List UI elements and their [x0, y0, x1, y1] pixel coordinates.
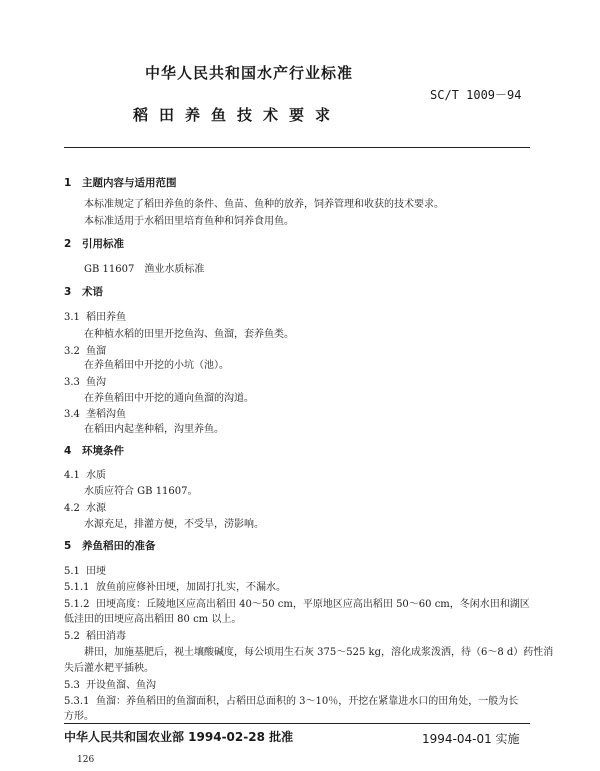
- clause-number: 4.2: [64, 503, 80, 514]
- top-divider: [64, 147, 530, 148]
- document-title: 稻田养鱼技术要求: [133, 106, 342, 124]
- clause-title: 田埂: [86, 566, 106, 577]
- term-title: 稻田养鱼: [86, 312, 126, 323]
- section-4-heading: [64, 443, 124, 458]
- term-title: 鱼沟: [86, 377, 106, 388]
- clause-text: [64, 595, 530, 610]
- paragraph: 本标准适用于水稻田里培育鱼种和饲养食用鱼。: [84, 216, 294, 227]
- term-heading: [64, 373, 106, 388]
- section-title: 术语: [82, 286, 103, 298]
- clause-text: 水源充足，排灌方便，不受旱，涝影响。: [84, 519, 264, 530]
- clause-title: 水源: [86, 503, 106, 514]
- section-title: 环境条件: [82, 445, 124, 457]
- term-number: 3.1: [64, 312, 80, 323]
- paragraph: 本标准规定了稻田养鱼的条件、鱼苗、鱼种的放养，饲养管理和收获的技术要求。: [84, 199, 444, 210]
- clause-title: 稻田消毒: [86, 631, 126, 642]
- section-number: 1: [64, 177, 72, 189]
- term-title: 鱼溜: [86, 346, 106, 357]
- term-heading: [64, 308, 126, 323]
- page-number: 126: [77, 755, 95, 765]
- clause-text: 水质应符合 GB 11607。: [84, 486, 198, 497]
- clause-heading: [64, 466, 106, 481]
- clause-number: 5.3.1: [64, 696, 90, 707]
- clause-text: [64, 578, 286, 593]
- clause-title: 水质: [86, 470, 106, 481]
- section-number: 5: [64, 540, 72, 552]
- section-1-heading: [64, 175, 177, 190]
- clause-body: 鱼溜：养鱼稻田的鱼溜面积，占稻田总面积的 3～10％，开挖在紧靠进水口的田角处，一般为长: [96, 696, 519, 707]
- clause-text-continued: 失后灌水耙平插秧。: [64, 663, 154, 674]
- clause-text: 耕田，加施基肥后，视土壤酸碱度，每公顷用生石灰 375～525 kg，溶化成浆泼洒，待（6～8 d）药性消: [84, 647, 554, 658]
- clause-text-continued: 方形。: [64, 711, 94, 722]
- clause-text-continued: 低洼田的田埂应高出稻田 80 cm 以上。: [64, 614, 242, 625]
- term-heading: [64, 405, 126, 420]
- bottom-divider: [64, 723, 530, 724]
- section-number: 3: [64, 286, 72, 298]
- standard-code: SC/T 1009－94: [430, 88, 522, 102]
- section-title: 养鱼稻田的准备: [82, 540, 156, 552]
- issuer-heading: 中华人民共和国水产行业标准: [145, 64, 354, 82]
- term-definition: 在养鱼稻田中开挖的小坑（池）。: [84, 360, 229, 371]
- term-definition: 在稻田内起垄种稻，沟里养鱼。: [84, 424, 224, 435]
- term-definition: 在养鱼稻田中开挖的通向鱼溜的沟道。: [84, 393, 254, 404]
- section-title: 引用标准: [82, 238, 124, 250]
- clause-heading: [64, 627, 126, 642]
- section-3-heading: [64, 284, 103, 299]
- term-number: 3.4: [64, 409, 80, 420]
- reference-item: GB 11607 渔业水质标准: [84, 264, 205, 275]
- clause-text: [64, 692, 518, 707]
- clause-number: 4.1: [64, 470, 80, 481]
- clause-body: 田埂高度：丘陵地区应高出稻田 40～50 cm，平原地区应高出稻田 50～60 cm，冬闲水田和湖区: [96, 599, 530, 610]
- clause-number: 5.1.1: [64, 582, 90, 593]
- section-number: 2: [64, 238, 72, 250]
- clause-number: 5.2: [64, 631, 80, 642]
- section-2-heading: [64, 236, 124, 251]
- section-5-heading: [64, 538, 156, 553]
- clause-heading: [64, 562, 106, 577]
- clause-number: 5.1.2: [64, 599, 90, 610]
- term-title: 垄稻沟鱼: [86, 409, 126, 420]
- term-definition: 在种植水稻的田里开挖鱼沟、鱼溜，套养鱼类。: [84, 329, 294, 340]
- section-title: 主题内容与适用范围: [82, 177, 177, 189]
- section-number: 4: [64, 445, 72, 457]
- clause-title: 开设鱼溜、鱼沟: [86, 680, 156, 691]
- term-heading: [64, 342, 106, 357]
- term-number: 3.2: [64, 346, 80, 357]
- clause-number: 5.3: [64, 680, 80, 691]
- clause-heading: [64, 676, 156, 691]
- term-number: 3.3: [64, 377, 80, 388]
- clause-body: 放鱼前应修补田埂，加固打扎实，不漏水。: [96, 582, 286, 593]
- clause-number: 5.1: [64, 566, 80, 577]
- effective-date: 1994-04-01 实施: [422, 732, 520, 746]
- approval-line: 中华人民共和国农业部 1994-02-28 批准: [64, 730, 294, 744]
- clause-heading: [64, 499, 106, 514]
